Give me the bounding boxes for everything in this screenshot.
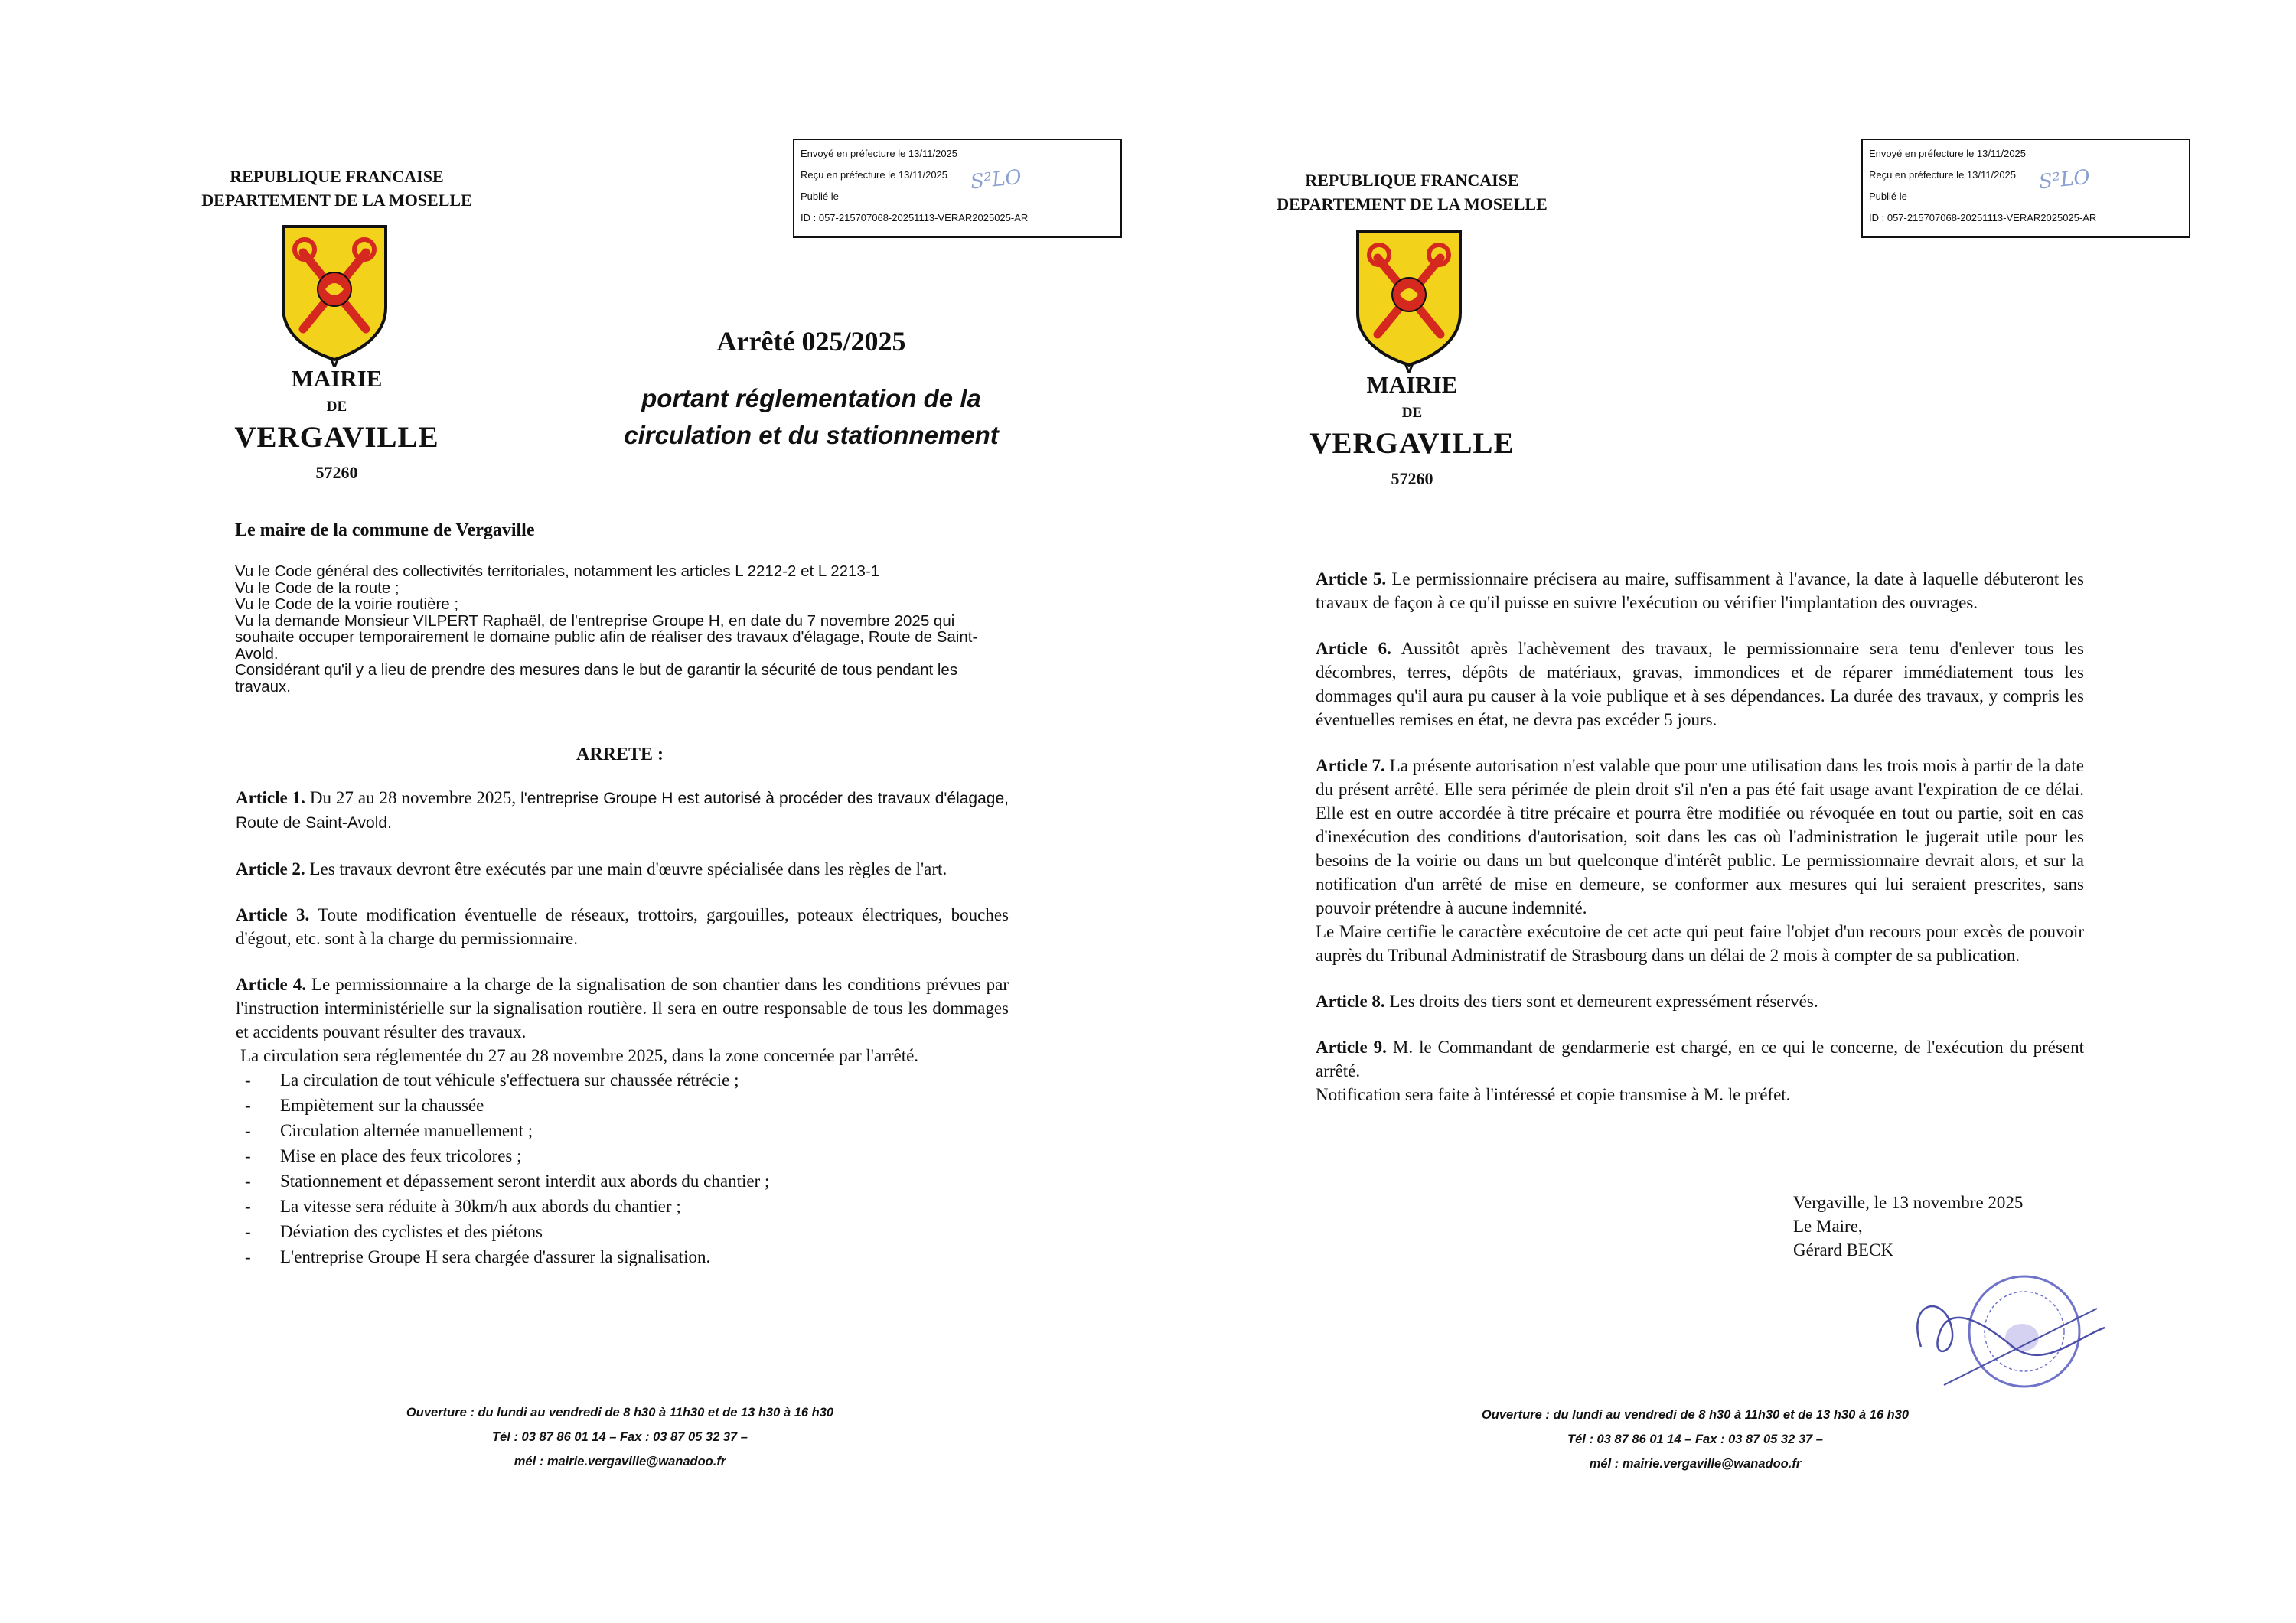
list-dash: - bbox=[245, 1096, 251, 1115]
article-3-text: Toute modification éventuelle de réseaux, trottoirs, gargouilles, poteaux électriques, bouches d'égout, etc. sont à la charge du permissionnaire. bbox=[236, 905, 1009, 948]
arrete-subtitle bbox=[589, 380, 1033, 454]
arrete-heading: ARRETE : bbox=[576, 745, 664, 764]
measure-text: Circulation alternée manuellement ; bbox=[280, 1121, 533, 1140]
article-7-label: Article 7. bbox=[1316, 756, 1385, 775]
article-7 bbox=[1316, 754, 2084, 920]
article-9-text: M. le Commandant de gendarmerie est chargé, en ce qui le concerne, de l'exécution du présent arrêté. bbox=[1316, 1038, 2084, 1080]
article-6 bbox=[1316, 637, 2084, 732]
article-1 bbox=[236, 786, 1009, 835]
official-seal-icon bbox=[1898, 1255, 2112, 1408]
article-7-recours: Le Maire certifie le caractère exécutoire de cet acte qui peut faire l'objet d'un recours pour excès de pouvoir auprès du Tribunal Administratif de Strasbourg dans un délai de 2 mois à compter de sa publication. bbox=[1316, 922, 2084, 965]
mairie-postcode: 57260 bbox=[315, 463, 358, 482]
list-item bbox=[236, 1067, 1009, 1093]
coat-of-arms-icon bbox=[277, 222, 392, 367]
mairie-de: DE bbox=[326, 399, 347, 415]
article-6-label: Article 6. bbox=[1316, 639, 1391, 658]
measure-text: Mise en place des feux tricolores ; bbox=[280, 1146, 522, 1165]
stamp-envoye: Envoyé en préfecture le 13/11/2025 bbox=[801, 148, 958, 159]
list-item bbox=[236, 1244, 1009, 1269]
list-dash: - bbox=[245, 1222, 251, 1241]
prefecture-stamp bbox=[793, 139, 1122, 238]
mairie-block bbox=[1267, 370, 1557, 497]
article-7-text: La présente autorisation n'est valable que pour une utilisation dans les trois mois à partir de la date du présent arrêté. Elle sera périmée de plein droit s'il n'en a pas été fait usage avant l'expiration de ce délai. Elle est en outre accordée à titre précaire et pourra être modifiée ou révoquée en tout ou partie, soit en cas d'inexécution des conditions d'autorisation, soit dans les cas où l'administration le jugerait utile pour les besoins de la voirie ou dans un but quelconque d'intérêt public. Le permissionnaire devrait alors, et sur la notification d'un arrêté de mise en demeure, se conformer aux mesures qui lui seraient prescrites, sans pouvoir prétendre à aucune indemnité. bbox=[1316, 756, 2084, 917]
vu-line: Vu le Code général des collectivités territoriales, notamment les articles L 2212-2 et L 2213-1 bbox=[235, 562, 880, 580]
measure-text: La circulation de tout véhicule s'effectuera sur chaussée rétrécie ; bbox=[280, 1071, 739, 1090]
footer-right bbox=[1412, 1403, 1978, 1476]
vu-line: Vu la demande Monsieur VILPERT Raphaël, de l'entreprise Groupe H, en date du 7 novembre 2025 qui souhaite occuper temporairement le domaine public afin de réaliser des travaux d'élagage, Route de Saint-Avold. bbox=[235, 611, 978, 663]
mairie-block bbox=[191, 363, 482, 490]
header-right bbox=[1267, 168, 1557, 216]
article-8 bbox=[1316, 989, 2084, 1013]
stamp-publie: Publié le bbox=[1869, 191, 1907, 202]
list-item bbox=[236, 1219, 1009, 1244]
footer-email: mél : mairie.vergaville@wanadoo.fr bbox=[514, 1455, 726, 1468]
footer-hours: Ouverture : du lundi au vendredi de 8 h30 à 11h30 et de 13 h30 à 16 h30 bbox=[1481, 1408, 1910, 1422]
page-right bbox=[1148, 0, 2296, 1623]
stamp-id: ID : 057-215707068-20251113-VERAR2025025-AR bbox=[1869, 212, 2097, 223]
header-left bbox=[191, 165, 482, 212]
notification-line: Notification sera faite à l'intéressé et copie transmise à M. le préfet. bbox=[1316, 1085, 1791, 1104]
stamp-scribble: S²LO bbox=[2037, 165, 2092, 194]
article-8-text: Les droits des tiers sont et demeurent expressément réservés. bbox=[1389, 992, 1818, 1011]
departement-label: DEPARTEMENT DE LA MOSELLE bbox=[1277, 194, 1548, 213]
list-dash: - bbox=[245, 1247, 251, 1266]
vu-line: Vu le Code de la route ; bbox=[235, 578, 400, 597]
article-8-label: Article 8. bbox=[1316, 992, 1385, 1011]
measures-list bbox=[236, 1067, 1009, 1269]
footer-hours: Ouverture : du lundi au vendredi de 8 h30 à 11h30 et de 13 h30 à 16 h30 bbox=[406, 1406, 834, 1419]
list-item bbox=[236, 1168, 1009, 1194]
footer-email: mél : mairie.vergaville@wanadoo.fr bbox=[1589, 1457, 1802, 1471]
article-5 bbox=[1316, 567, 2084, 614]
article-2-text: Les travaux devront être exécutés par une main d'œuvre spécialisée dans les règles de l'art. bbox=[309, 859, 947, 878]
mairie-label: MAIRIE bbox=[291, 365, 383, 392]
vu-line: Considérant qu'il y a lieu de prendre des mesures dans le but de garantir la sécurité de tous pendant les travaux. bbox=[235, 661, 958, 696]
stamp-recu: Reçu en préfecture le 13/11/2025 bbox=[1869, 169, 2017, 181]
republique-label: REPUBLIQUE FRANCAISE bbox=[1305, 171, 1519, 190]
mairie-de: DE bbox=[1401, 405, 1423, 421]
list-dash: - bbox=[245, 1197, 251, 1216]
article-2-label: Article 2. bbox=[236, 859, 305, 878]
mairie-label: MAIRIE bbox=[1366, 371, 1458, 398]
measure-text: Déviation des cyclistes et des piétons bbox=[280, 1222, 543, 1241]
stamp-recu: Reçu en préfecture le 13/11/2025 bbox=[801, 169, 948, 181]
measure-text: L'entreprise Groupe H sera chargée d'assurer la signalisation. bbox=[280, 1247, 711, 1266]
list-item bbox=[236, 1143, 1009, 1168]
subtitle-line-1: portant réglementation de la bbox=[641, 384, 981, 412]
maire-heading: Le maire de la commune de Vergaville bbox=[235, 520, 535, 540]
stamp-envoye: Envoyé en préfecture le 13/11/2025 bbox=[1869, 148, 2027, 159]
list-dash: - bbox=[245, 1172, 251, 1191]
signature-place-date: Vergaville, le 13 novembre 2025 bbox=[1793, 1193, 2024, 1212]
article-4-text: Le permissionnaire a la charge de la signalisation de son chantier dans les conditions prévues par l'instruction interministérielle sur la signalisation routière. Il sera en outre responsable de tous les dommages et accidents pouvant résulter des travaux. bbox=[236, 975, 1009, 1041]
measure-text: La vitesse sera réduite à 30km/h aux abords du chantier ; bbox=[280, 1197, 681, 1216]
mairie-town: VERGAVILLE bbox=[1309, 427, 1515, 460]
article-4 bbox=[236, 973, 1009, 1044]
arrete-number: Arrêté 025/2025 bbox=[716, 326, 906, 357]
vu-list bbox=[235, 563, 1004, 695]
article-4-label: Article 4. bbox=[236, 975, 306, 994]
articles-left bbox=[236, 786, 1009, 1269]
article-5-text: Le permissionnaire précisera au maire, suffisamment à l'avance, la date à laquelle débuteront les travaux de façon à ce qu'il puisse en suivre l'exécution ou vérifier l'implantation des ouvrages. bbox=[1316, 569, 2084, 612]
signature-role: Le Maire, bbox=[1793, 1217, 1863, 1236]
list-item bbox=[236, 1118, 1009, 1143]
article-1-text: l'entreprise Groupe H est autorisé à procéder des travaux d'élagage, Route de Saint-Avold. bbox=[236, 790, 1009, 832]
measure-text: Empiètement sur la chaussée bbox=[280, 1096, 484, 1115]
article-2 bbox=[236, 857, 1009, 881]
mairie-postcode: 57260 bbox=[1391, 469, 1433, 488]
list-item bbox=[236, 1194, 1009, 1219]
measure-text: Stationnement et dépassement seront interdit aux abords du chantier ; bbox=[280, 1172, 770, 1191]
list-dash: - bbox=[245, 1121, 251, 1140]
departement-label: DEPARTEMENT DE LA MOSELLE bbox=[201, 191, 472, 210]
footer-phone: Tél : 03 87 86 01 14 – Fax : 03 87 05 32 37 – bbox=[1567, 1432, 1823, 1446]
list-dash: - bbox=[245, 1071, 251, 1090]
signature-block bbox=[1793, 1191, 2115, 1262]
article-3 bbox=[236, 903, 1009, 950]
republique-label: REPUBLIQUE FRANCAISE bbox=[230, 167, 444, 186]
subtitle-line-2: circulation et du stationnement bbox=[624, 421, 999, 449]
coat-of-arms-icon bbox=[1352, 227, 1466, 373]
article-5-label: Article 5. bbox=[1316, 569, 1387, 588]
article-4-circulation: La circulation sera réglementée du 27 au 28 novembre 2025, dans la zone concernée par l'arrêté. bbox=[240, 1046, 919, 1065]
stamp-scribble: S²LO bbox=[969, 165, 1023, 194]
vu-line: Vu le Code de la voirie routière ; bbox=[235, 595, 459, 613]
article-1-label: Article 1. bbox=[236, 788, 305, 807]
article-3-label: Article 3. bbox=[236, 905, 310, 924]
article-9 bbox=[1316, 1035, 2084, 1083]
stamp-id: ID : 057-215707068-20251113-VERAR2025025-AR bbox=[801, 212, 1029, 223]
articles-right bbox=[1316, 567, 2084, 1106]
stamp-publie: Publié le bbox=[801, 191, 839, 202]
article-1-text-serif: Du 27 au 28 novembre 2025, bbox=[309, 788, 517, 807]
mairie-town: VERGAVILLE bbox=[234, 421, 439, 454]
article-9-label: Article 9. bbox=[1316, 1038, 1387, 1057]
list-item bbox=[236, 1093, 1009, 1118]
article-6-text: Aussitôt après l'achèvement des travaux, le permissionnaire sera tenu d'enlever tous les décombres, terres, dépôts de matériaux, gravas, immondices et de réparer immédiatement tous les dommages qu'il aura pu causer à la voie publique et à ses dépendances. La durée des travaux, y compris les éventuelles remises en état, ne devra pas excéder 5 jours. bbox=[1316, 639, 2085, 729]
footer-left bbox=[337, 1400, 903, 1474]
signature-name: Gérard BECK bbox=[1793, 1240, 1893, 1260]
list-dash: - bbox=[245, 1146, 251, 1165]
footer-phone: Tél : 03 87 86 01 14 – Fax : 03 87 05 32 37 – bbox=[492, 1430, 748, 1444]
prefecture-stamp bbox=[1861, 139, 2190, 238]
